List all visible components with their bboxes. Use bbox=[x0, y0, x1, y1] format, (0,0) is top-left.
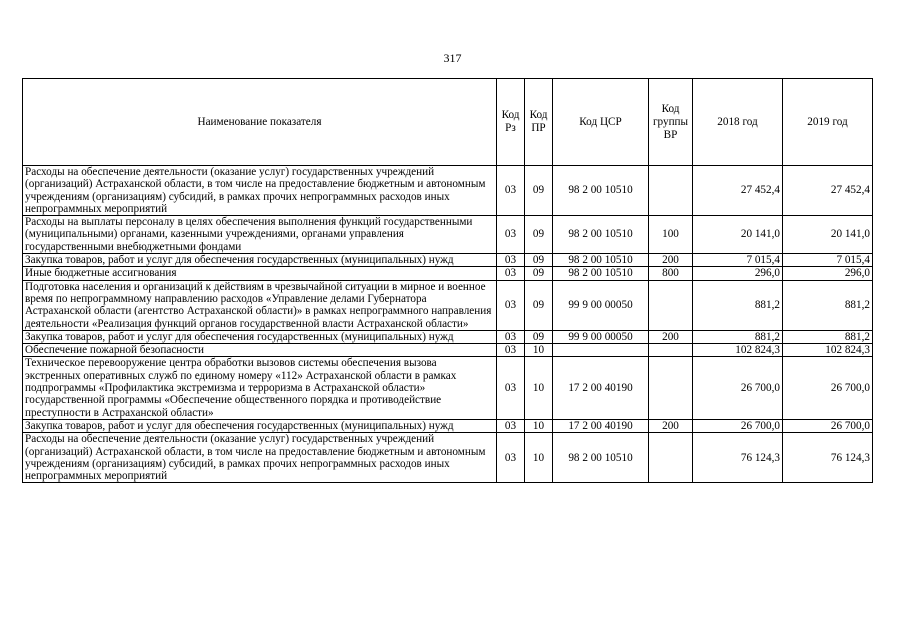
cell-name: Расходы на обеспечение деятельности (оказание услуг) государственных учреждений (организаций) Астраханской области, в том числе на предоставление бюджетным и автономным учреждениям (организациям) субсидий, в рамках прочих непрограммных расходов иных непрограммных мероприятий bbox=[23, 166, 497, 216]
cell-2018: 27 452,4 bbox=[693, 166, 783, 216]
cell-rz: 03 bbox=[497, 419, 525, 432]
table-row bbox=[23, 166, 873, 216]
cell-csr bbox=[553, 344, 649, 357]
cell-2018: 296,0 bbox=[693, 267, 783, 280]
cell-name: Закупка товаров, работ и услуг для обеспечения государственных (муниципальных) нужд bbox=[23, 330, 497, 343]
cell-2019: 296,0 bbox=[783, 267, 873, 280]
cell-csr: 98 2 00 10510 bbox=[553, 166, 649, 216]
cell-csr: 98 2 00 10510 bbox=[553, 267, 649, 280]
cell-2018: 881,2 bbox=[693, 280, 783, 330]
cell-rz: 03 bbox=[497, 216, 525, 254]
table-row bbox=[23, 344, 873, 357]
budget-table bbox=[22, 78, 873, 483]
header-2019: 2019 год bbox=[783, 79, 873, 166]
table-row bbox=[23, 330, 873, 343]
cell-name: Расходы на выплаты персоналу в целях обеспечения выполнения функций государственными (муниципальными) органами, казенными учреждениями, органами управления государственными внебюджетными фондами bbox=[23, 216, 497, 254]
header-vr: Код группы ВР bbox=[649, 79, 693, 166]
cell-2019: 881,2 bbox=[783, 330, 873, 343]
cell-rz: 03 bbox=[497, 254, 525, 267]
cell-rz: 03 bbox=[497, 330, 525, 343]
cell-csr: 99 9 00 00050 bbox=[553, 280, 649, 330]
cell-name: Иные бюджетные ассигнования bbox=[23, 267, 497, 280]
cell-2019: 20 141,0 bbox=[783, 216, 873, 254]
cell-vr: 200 bbox=[649, 419, 693, 432]
cell-name: Закупка товаров, работ и услуг для обеспечения государственных (муниципальных) нужд bbox=[23, 419, 497, 432]
cell-csr: 98 2 00 10510 bbox=[553, 433, 649, 483]
cell-pr: 09 bbox=[525, 330, 553, 343]
page-number: 317 bbox=[443, 51, 462, 65]
cell-name: Расходы на обеспечение деятельности (оказание услуг) государственных учреждений (организаций) Астраханской области, в том числе на предоставление бюджетным и автономным учреждениям (организациям) субсидий, в рамках прочих непрограммных расходов иных непрограммных мероприятий bbox=[23, 433, 497, 483]
cell-2018: 102 824,3 bbox=[693, 344, 783, 357]
cell-pr: 09 bbox=[525, 280, 553, 330]
cell-2019: 76 124,3 bbox=[783, 433, 873, 483]
table-header-row bbox=[23, 79, 873, 166]
header-pr: Код ПР bbox=[525, 79, 553, 166]
cell-pr: 09 bbox=[525, 166, 553, 216]
cell-rz: 03 bbox=[497, 166, 525, 216]
table-row bbox=[23, 433, 873, 483]
cell-pr: 10 bbox=[525, 357, 553, 419]
header-rz: Код Рз bbox=[497, 79, 525, 166]
cell-vr: 200 bbox=[649, 254, 693, 267]
header-csr: Код ЦСР bbox=[553, 79, 649, 166]
cell-2018: 7 015,4 bbox=[693, 254, 783, 267]
cell-2018: 20 141,0 bbox=[693, 216, 783, 254]
cell-2018: 26 700,0 bbox=[693, 419, 783, 432]
cell-pr: 09 bbox=[525, 254, 553, 267]
cell-name: Техническое перевооружение центра обработки вызовов системы обеспечения вызова экстренных оперативных служб по единому номеру «112» Астраханской области в рамках подпрограммы «Профилактика экстремизма и терроризма в Астраханской области» государственной программы «Обеспечение общественного порядка и противодействие преступности в Астраханской области» bbox=[23, 357, 497, 419]
cell-vr bbox=[649, 344, 693, 357]
cell-pr: 09 bbox=[525, 267, 553, 280]
cell-2018: 26 700,0 bbox=[693, 357, 783, 419]
cell-csr: 17 2 00 40190 bbox=[553, 357, 649, 419]
cell-pr: 10 bbox=[525, 433, 553, 483]
cell-pr: 09 bbox=[525, 216, 553, 254]
cell-name: Обеспечение пожарной безопасности bbox=[23, 344, 497, 357]
table-row bbox=[23, 216, 873, 254]
cell-2019: 102 824,3 bbox=[783, 344, 873, 357]
table-row bbox=[23, 280, 873, 330]
cell-rz: 03 bbox=[497, 344, 525, 357]
cell-csr: 17 2 00 40190 bbox=[553, 419, 649, 432]
cell-name: Подготовка населения и организаций к действиям в чрезвычайной ситуации в мирное и военное время по непрограммному направлению расходов «Управление делами Губернатора Астраханской области (агентство Астраханской области)» в рамках непрограммного направления деятельности «Реализация функций органов государственной власти Астраханской области» bbox=[23, 280, 497, 330]
cell-2019: 26 700,0 bbox=[783, 419, 873, 432]
cell-rz: 03 bbox=[497, 357, 525, 419]
table-row bbox=[23, 254, 873, 267]
header-name: Наименование показателя bbox=[23, 79, 497, 166]
table-row bbox=[23, 357, 873, 419]
cell-vr bbox=[649, 433, 693, 483]
cell-2019: 27 452,4 bbox=[783, 166, 873, 216]
cell-2019: 26 700,0 bbox=[783, 357, 873, 419]
cell-2019: 7 015,4 bbox=[783, 254, 873, 267]
cell-rz: 03 bbox=[497, 267, 525, 280]
cell-csr: 98 2 00 10510 bbox=[553, 216, 649, 254]
cell-csr: 99 9 00 00050 bbox=[553, 330, 649, 343]
header-2018: 2018 год bbox=[693, 79, 783, 166]
cell-vr bbox=[649, 280, 693, 330]
cell-pr: 10 bbox=[525, 344, 553, 357]
cell-vr bbox=[649, 357, 693, 419]
table-row bbox=[23, 419, 873, 432]
cell-2018: 76 124,3 bbox=[693, 433, 783, 483]
cell-vr: 100 bbox=[649, 216, 693, 254]
cell-2019: 881,2 bbox=[783, 280, 873, 330]
cell-csr: 98 2 00 10510 bbox=[553, 254, 649, 267]
cell-rz: 03 bbox=[497, 280, 525, 330]
cell-2018: 881,2 bbox=[693, 330, 783, 343]
table-row bbox=[23, 267, 873, 280]
cell-rz: 03 bbox=[497, 433, 525, 483]
cell-pr: 10 bbox=[525, 419, 553, 432]
cell-vr bbox=[649, 166, 693, 216]
cell-vr: 200 bbox=[649, 330, 693, 343]
cell-name: Закупка товаров, работ и услуг для обеспечения государственных (муниципальных) нужд bbox=[23, 254, 497, 267]
cell-vr: 800 bbox=[649, 267, 693, 280]
